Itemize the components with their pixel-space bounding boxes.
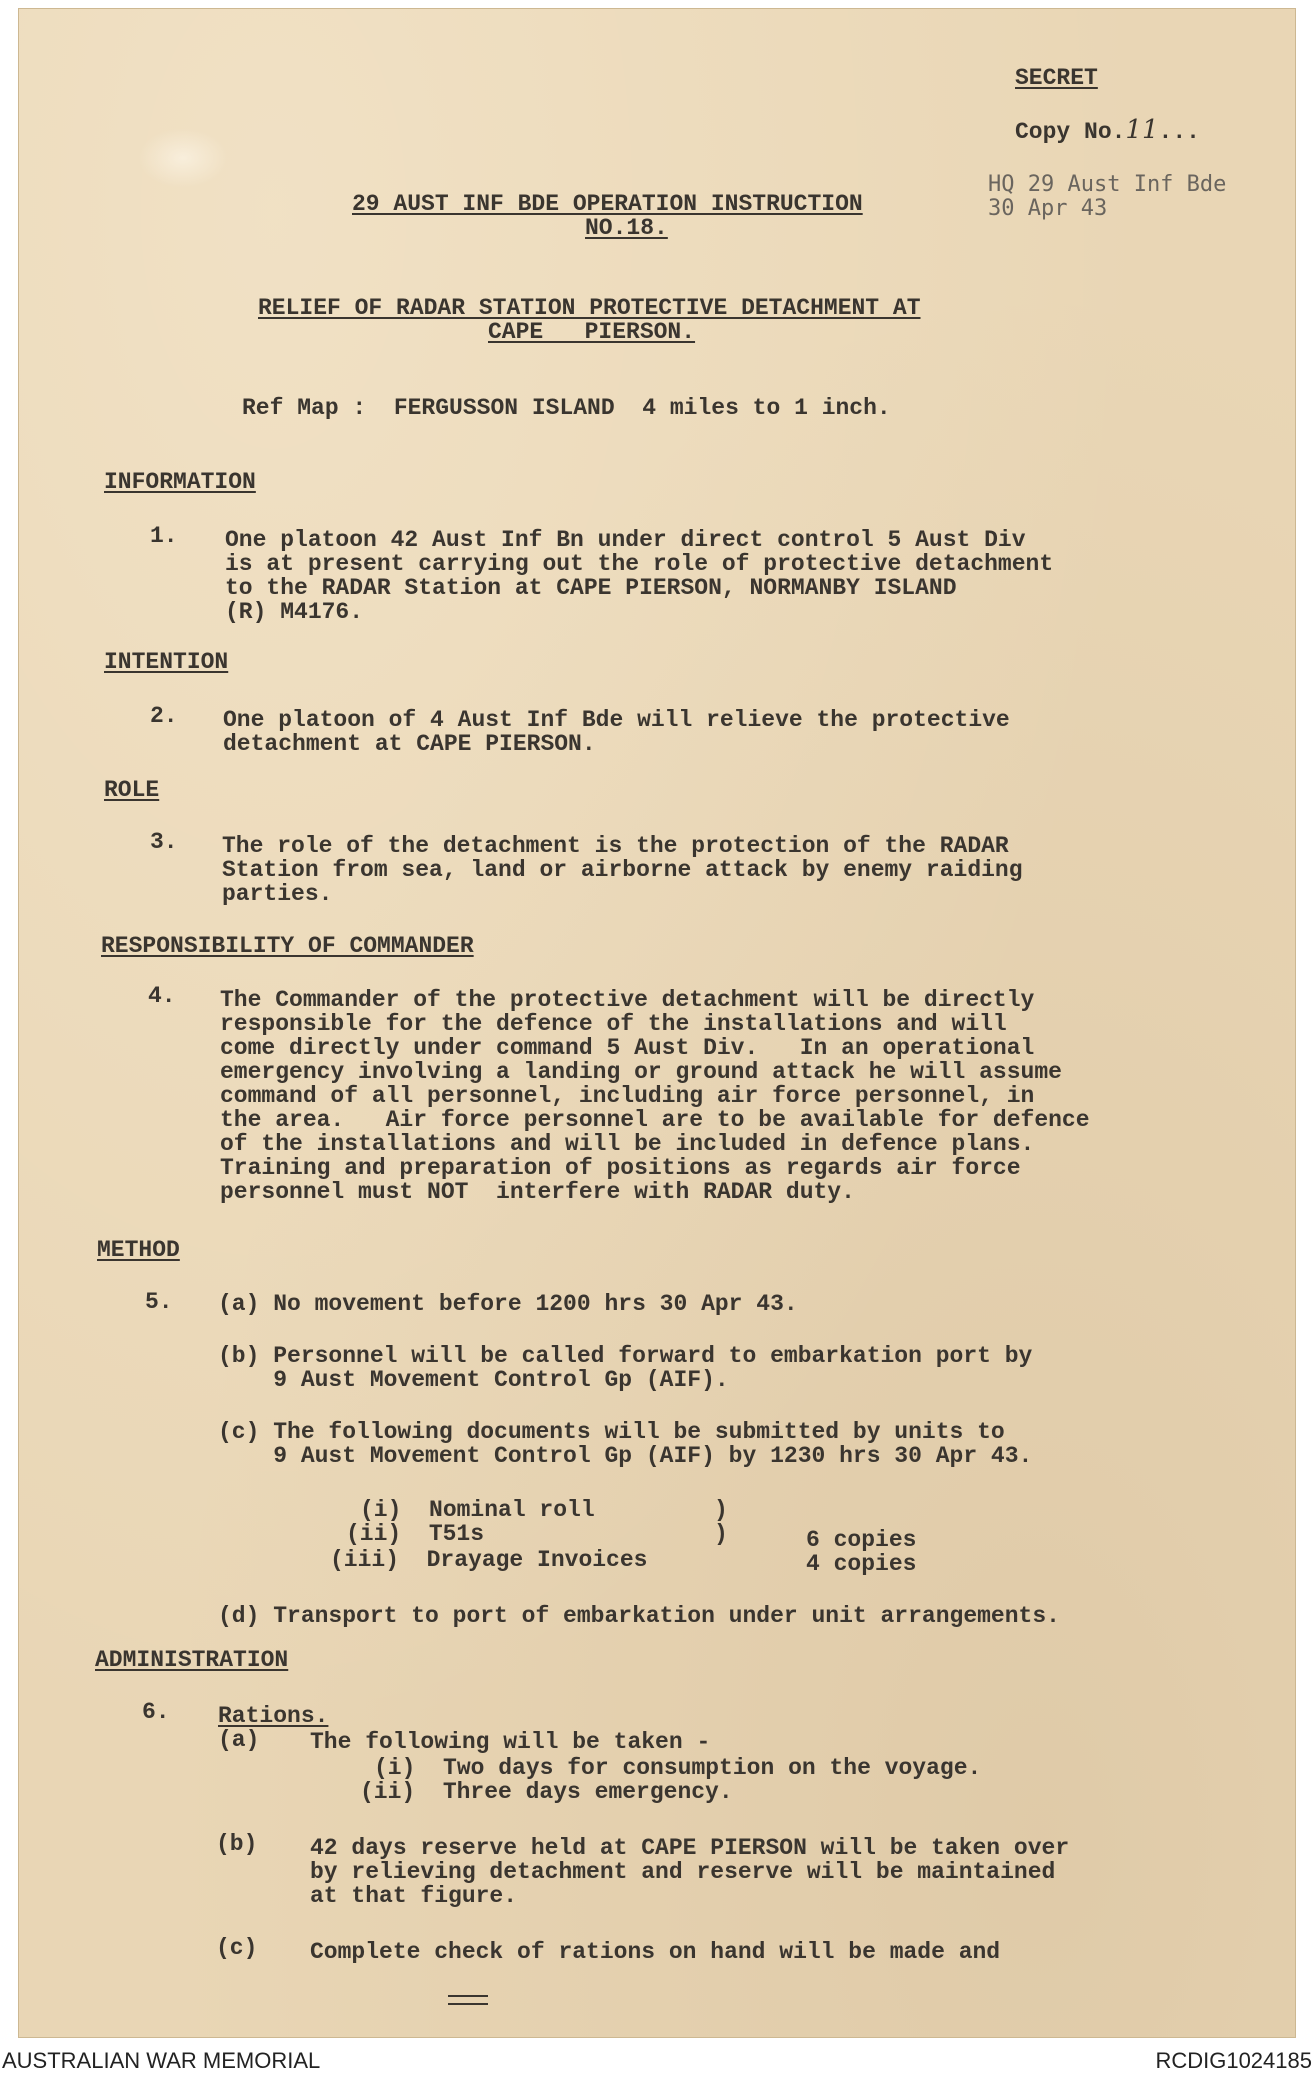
para4-line: The Commander of the protective detachment will be directly (220, 987, 1035, 1013)
brace-top: ) (714, 1497, 728, 1523)
para4-line: come directly under command 5 Aust Div. In an operational (220, 1035, 1035, 1061)
copy-label: Copy No. (1015, 119, 1126, 145)
para1-line: to the RADAR Station at CAPE PIERSON, NORMANBY ISLAND (225, 575, 957, 601)
secret-label: SECRET (1015, 65, 1098, 91)
footer-id: RCDIG1024185 (1155, 2048, 1312, 2073)
para4-line: of the installations and will be included in defence plans. (220, 1131, 1035, 1157)
para6-a-text: The following will be taken - (310, 1729, 711, 1755)
para6-b-line: 42 days reserve held at CAPE PIERSON will be taken over (310, 1835, 1070, 1861)
para2-number: 2. (150, 703, 178, 729)
doc-item-drayage: (iii) Drayage Invoices (330, 1547, 648, 1573)
doc-item-nominal-roll: (i) Nominal roll (360, 1497, 595, 1523)
brace-bottom: ) (714, 1521, 728, 1547)
para6-number: 6. (142, 1699, 170, 1725)
para6-b-line: by relieving detachment and reserve will be maintained (310, 1859, 1056, 1885)
para6-b-line: at that figure. (310, 1883, 518, 1909)
para4-number: 4. (148, 983, 176, 1009)
para6-b-label: (b) (216, 1831, 258, 1857)
subject-line1: RELIEF OF RADAR STATION PROTECTIVE DETACHMENT AT (258, 295, 921, 321)
para5-a: (a) No movement before 1200 hrs 30 Apr 43. (218, 1291, 798, 1317)
para3-line: parties. (222, 881, 333, 907)
para1-line: is at present carrying out the role of protective detachment (225, 551, 1054, 577)
para5-number: 5. (145, 1289, 173, 1315)
copy-number-line (1015, 115, 1200, 145)
section-role: ROLE (104, 777, 160, 803)
copy-number: 11 (1125, 115, 1159, 145)
hq-stamp-line2: 30 Apr 43 (988, 196, 1108, 221)
dash-mark (448, 1995, 488, 2005)
para6-a-label: (a) (218, 1727, 260, 1753)
paper-stain (138, 128, 228, 188)
para5-c-line2: 9 Aust Movement Control Gp (AIF) by 1230 hrs 30 Apr 43. (218, 1443, 1033, 1469)
para6-a-i: (i) Two days for consumption on the voyage. (374, 1755, 982, 1781)
document-number: NO.18. (585, 215, 668, 241)
footer-source: AUSTRALIAN WAR MEMORIAL (2, 2048, 321, 2073)
para5-b-line1: (b) Personnel will be called forward to embarkation port by (218, 1343, 1033, 1369)
para6-c-label: (c) (216, 1935, 258, 1961)
para6-c-text: Complete check of rations on hand will be made and (310, 1939, 1001, 1965)
para5-b-line2: 9 Aust Movement Control Gp (AIF). (218, 1367, 729, 1393)
doc-item-t51s: (ii) T51s (346, 1521, 485, 1547)
section-intention: INTENTION (104, 649, 229, 675)
para4-line: responsible for the defence of the installations and will (220, 1011, 1007, 1037)
copies-six: 6 copies (806, 1527, 917, 1553)
para5-c-line1: (c) The following documents will be submitted by units to (218, 1419, 1005, 1445)
para3-number: 3. (150, 829, 178, 855)
para2-line: One platoon of 4 Aust Inf Bde will relieve the protective (223, 707, 1010, 733)
subject-line2: CAPE PIERSON. (488, 319, 696, 345)
ref-map: Ref Map : FERGUSSON ISLAND 4 miles to 1 inch. (242, 395, 891, 421)
copy-suffix: ... (1158, 119, 1200, 145)
para4-line: command of all personnel, including air force personnel, in (220, 1083, 1035, 1109)
section-administration: ADMINISTRATION (95, 1647, 289, 1673)
para5-d: (d) Transport to port of embarkation under unit arrangements. (218, 1603, 1060, 1629)
para4-line: personnel must NOT interfere with RADAR duty. (220, 1179, 855, 1205)
section-information: INFORMATION (104, 469, 256, 495)
para1-line: One platoon 42 Aust Inf Bn under direct control 5 Aust Div (225, 527, 1026, 553)
document-title: 29 AUST INF BDE OPERATION INSTRUCTION (352, 191, 863, 217)
para4-line: emergency involving a landing or ground attack he will assume (220, 1059, 1062, 1085)
rations-heading: Rations. (218, 1703, 329, 1729)
section-method: METHOD (97, 1237, 180, 1263)
section-responsibility: RESPONSIBILITY OF COMMANDER (101, 933, 474, 959)
para4-line: Training and preparation of positions as regards air force (220, 1155, 1021, 1181)
para2-line: detachment at CAPE PIERSON. (223, 731, 596, 757)
para3-line: The role of the detachment is the protection of the RADAR (222, 833, 1009, 859)
para1-number: 1. (150, 523, 178, 549)
para6-a-ii: (ii) Three days emergency. (360, 1779, 733, 1805)
para4-line: the area. Air force personnel are to be available for defence (220, 1107, 1090, 1133)
para3-line: Station from sea, land or airborne attack by enemy raiding (222, 857, 1023, 883)
para1-line: (R) M4176. (225, 599, 364, 625)
hq-stamp-line1: HQ 29 Aust Inf Bde (988, 172, 1227, 197)
copies-four: 4 copies (806, 1551, 917, 1577)
